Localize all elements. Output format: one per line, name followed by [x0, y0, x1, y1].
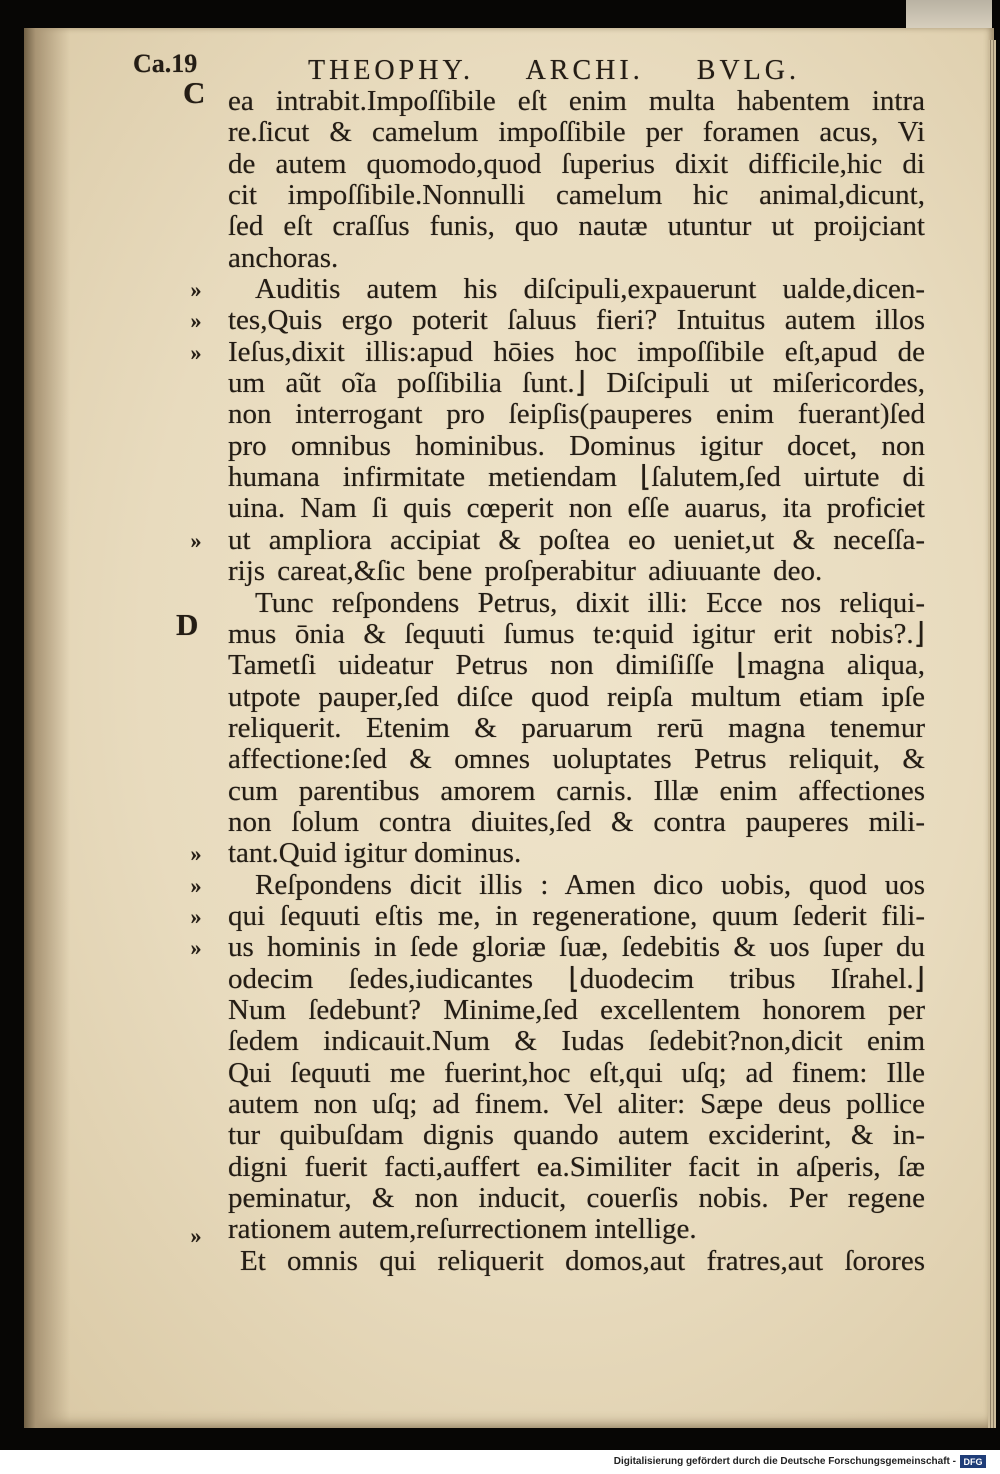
text-line: humana infirmitate metiendam ⌊ſalutem,ſed uirtute di — [228, 462, 925, 494]
section-letter-d: D — [176, 607, 199, 642]
text-line: tur quibuſdam dignis quando autem exciderint, & in- — [228, 1120, 925, 1152]
text-line: Reſpondens dicit illis : Amen dico uobis, quod uos — [255, 869, 925, 901]
text-line: anchoras. — [228, 242, 339, 274]
page-edge-stack — [988, 40, 996, 1428]
text-line: Et omnis qui reliquerit domos,aut fratres,aut ſorores — [240, 1245, 925, 1277]
text-line: odecim ſedes,iudicantes ⌊duodecim tribus Iſrahel.⌋ — [228, 963, 925, 995]
margin-quote-mark: » — [190, 308, 202, 333]
text-line: ſedem indicauit.Num & Iudas ſedebit?non,dicit enim — [228, 1026, 925, 1058]
text-line: Tametſi uideatur Petrus non dimiſiſſe ⌊magna aliqua, — [228, 650, 925, 682]
text-line: peminatur, & non inducit, couerſis nobis. Per regene — [228, 1183, 925, 1215]
text-line: ſed eſt craſſus funis, quo nautæ utuntur ut proijciant — [228, 211, 925, 243]
text-line: mus ōnia & ſequuti ſumus te:quid igitur erit nobis?.⌋ — [228, 618, 925, 650]
text-line: autem non uſq; ad finem. Vel aliter: Sæpe deus pollice — [228, 1089, 925, 1120]
text-line: um aũt oĩa poſſibilia ſunt.⌋ Diſcipuli ut miſericordes, — [228, 368, 925, 400]
text-line: rationem autem,reſurrectionem intellige. — [228, 1214, 697, 1246]
margin-quote-mark: » — [190, 873, 202, 898]
text-line: pro omnibus hominibus. Dominus igitur docet, non — [228, 430, 925, 462]
text-line: rijs careat,&ſic bene proſperabitur adiuuante deo. — [228, 556, 823, 588]
margin-quote-mark: » — [190, 277, 202, 302]
text-line: Num ſedebunt? Minime,ſed excellentem honorem per — [228, 994, 925, 1026]
text-line: reliquerit. Etenim & paruarum rerū magna tenemur — [228, 712, 925, 744]
margin-quote-mark: » — [190, 841, 202, 866]
margin-quote-mark: » — [190, 1223, 202, 1248]
text-line: tes,Quis ergo poterit ſaluus fieri? Intuitus autem illos — [228, 305, 925, 337]
margin-quote-mark: » — [190, 340, 202, 365]
chapter-mark: Ca.19 — [133, 49, 198, 78]
section-letter-c: C — [183, 75, 206, 110]
margin-quote-mark: » — [190, 904, 202, 929]
text-line: qui ſequuti eſtis me, in regeneratione, quum ſederit fili- — [228, 900, 925, 932]
page-gutter-shadow — [24, 28, 70, 1428]
text-line: affectione:ſed & omnes uoluptates Petrus reliquit, & — [228, 744, 925, 776]
margin-quote-mark: » — [190, 935, 202, 960]
text-line: tant.Quid igitur dominus. — [228, 838, 522, 870]
funding-credit: Digitalisierung gefördert durch die Deutsche Forschungsgemeinschaft - — [613, 1456, 956, 1467]
text-line: cit impoſſibile.Nonnulli camelum hic animal,dicunt, — [228, 180, 925, 212]
text-line: cum parentibus amorem carnis. Illæ enim affectiones — [228, 775, 925, 807]
text-line: Qui ſequuti me fuerint,hoc eſt,qui uſq; ad finem: Ille — [228, 1057, 925, 1089]
text-line: non ſolum contra diuites,ſed & contra pauperes mili- — [228, 806, 925, 838]
digitization-footer — [0, 1450, 1000, 1474]
text-line: non interrogant pro ſeipſis(pauperes enim fuerant)ſed — [228, 399, 925, 431]
text-line: ut ampliora accipiat & poſtea eo ueniet,ut & neceſſa- — [228, 524, 925, 556]
text-line: Tunc reſpondens Petrus, dixit illi: Ecce nos reliqui- — [255, 587, 925, 619]
text-line: de autem quomodo,quod ſuperius dixit difficile,hic di — [228, 148, 925, 180]
text-line: Ieſus,dixit illis:apud hōies hoc impoſſibile eſt,apud de — [228, 336, 925, 368]
dfg-logo: DFG — [960, 1455, 986, 1468]
text-line: us hominis in ſede gloriæ ſuæ, ſedebitis & uos ſuper du — [228, 932, 925, 964]
text-line: uina. Nam ſi quis cœperit non eſſe auarus, ita proficiet — [228, 493, 925, 525]
text-line: re.ſicut & camelum impoſſibile per foramen acus, Vi — [228, 117, 925, 149]
margin-quote-mark: » — [190, 528, 202, 553]
text-line: utpote pauper,ſed diſce quod reipſa multum etiam ipſe — [228, 681, 925, 713]
running-title: THEOPHY. ARCHI. BVLG. — [308, 55, 800, 86]
text-line: ea intrabit.Impoſſibile eſt enim multa habentem intra — [228, 86, 925, 117]
text-line: digni fuerit facti,auffert ea.Similiter facit in aſperis, ſæ — [228, 1151, 925, 1183]
text-line: Auditis autem his diſcipuli,expauerunt ualde,dicen- — [255, 274, 925, 306]
body-text — [228, 86, 925, 1277]
